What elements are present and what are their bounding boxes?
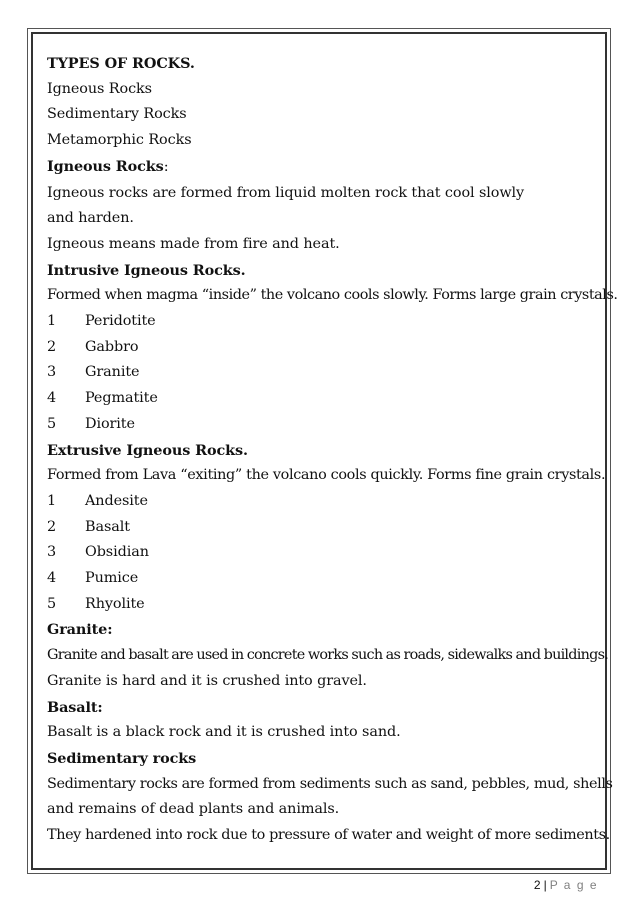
rock-name: Pegmatite [85, 390, 158, 407]
rock-name: Rhyolite [85, 595, 145, 612]
extrusive-heading: Extrusive Igneous Rocks. [47, 441, 248, 459]
document-title: TYPES OF ROCKS. [47, 55, 195, 72]
list-item [47, 592, 607, 618]
granite-text-line: Granite is hard and it is crushed into gravel. [47, 672, 367, 689]
page-footer [534, 878, 598, 892]
list-number: 3 [47, 544, 57, 561]
list-item [47, 412, 607, 438]
document-body [47, 51, 618, 849]
list-number: 1 [47, 492, 57, 509]
igneous-heading-text: Igneous Rocks [47, 157, 164, 175]
rock-name: Gabbro [85, 338, 139, 355]
list-item [47, 309, 607, 335]
granite-text-line: Granite and basalt are used in concrete works such as roads, sidewalks and buildings. [47, 647, 609, 664]
list-number: 3 [47, 364, 57, 381]
list-number: 2 [47, 338, 57, 355]
list-item [47, 540, 607, 566]
sedimentary-heading: Sedimentary rocks [47, 749, 197, 767]
granite-heading: Granite: [47, 621, 113, 639]
list-item [47, 360, 607, 386]
list-number: 4 [47, 570, 57, 587]
rock-name: Peridotite [85, 313, 156, 330]
igneous-heading-colon: : [163, 158, 169, 175]
igneous-text-line: and harden. [47, 210, 134, 227]
intrusive-heading: Intrusive Igneous Rocks. [47, 261, 246, 279]
rock-name: Granite [85, 364, 140, 381]
rock-type-sedimentary: Sedimentary Rocks [47, 106, 187, 123]
rock-name: Pumice [85, 570, 139, 587]
list-item [47, 489, 607, 515]
basalt-heading: Basalt: [47, 698, 103, 716]
rock-name: Basalt [85, 518, 130, 535]
igneous-text-line: Igneous rocks are formed from liquid molten rock that cool slowly [47, 184, 525, 201]
intrusive-description: Formed when magma “inside” the volcano cools slowly. Forms large grain crystals. [47, 287, 618, 304]
list-number: 4 [47, 390, 57, 407]
sedimentary-text-line: Sedimentary rocks are formed from sediments such as sand, pebbles, mud, shells [47, 775, 613, 792]
page-label: P a g e [549, 878, 598, 892]
list-item [47, 515, 607, 541]
list-number: 1 [47, 313, 57, 330]
list-item [47, 386, 607, 412]
rock-type-igneous: Igneous Rocks [47, 80, 152, 97]
sedimentary-text-line: and remains of dead plants and animals. [47, 801, 340, 818]
list-item [47, 566, 607, 592]
rock-name: Obsidian [85, 544, 149, 561]
list-number: 2 [47, 518, 57, 535]
rock-name: Diorite [85, 415, 135, 432]
igneous-heading [47, 154, 607, 181]
list-number: 5 [47, 595, 57, 612]
list-number: 5 [47, 415, 57, 432]
rock-type-metamorphic: Metamorphic Rocks [47, 132, 192, 149]
extrusive-description: Formed from Lava “exiting” the volcano cools quickly. Forms fine grain crystals. [47, 467, 606, 484]
igneous-text-line: Igneous means made from fire and heat. [47, 235, 340, 252]
sedimentary-text-line: They hardened into rock due to pressure of water and weight of more sediments. [47, 827, 610, 844]
footer-separator: | [543, 878, 547, 892]
basalt-text-line: Basalt is a black rock and it is crushed into sand. [47, 724, 401, 741]
list-item [47, 335, 607, 361]
page-number: 2 [533, 878, 541, 892]
rock-name: Andesite [85, 492, 148, 509]
